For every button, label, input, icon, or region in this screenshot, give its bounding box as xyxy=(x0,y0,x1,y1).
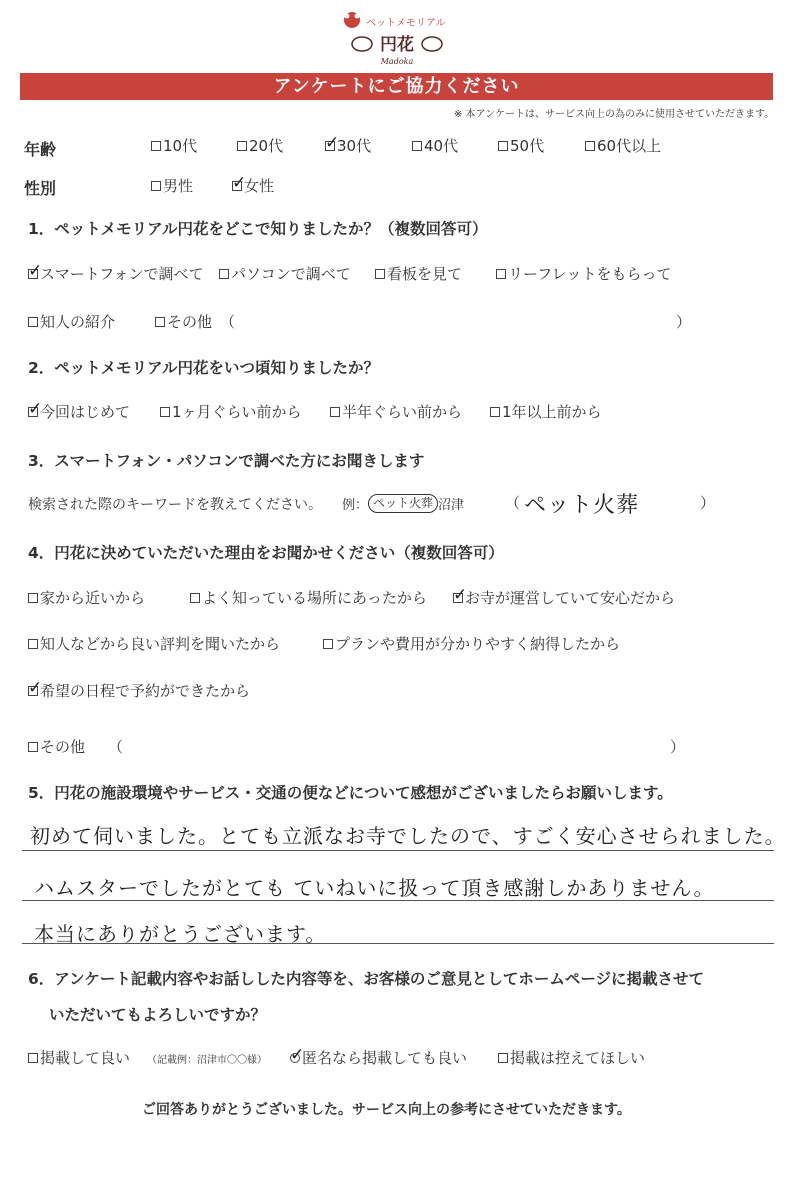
logo-name: 円花 xyxy=(380,35,414,55)
q6-option[interactable]: 掲載して良い xyxy=(28,1047,130,1068)
q2-option[interactable]: ✓ 今回はじめて xyxy=(28,398,131,421)
question-3-title: 3．スマートフォン・パソコンで調べた方にお聞きします xyxy=(28,452,425,470)
checkbox[interactable] xyxy=(160,407,170,417)
q4-other-open: （ xyxy=(108,738,124,756)
q2-option[interactable]: 半年ぐらい前から xyxy=(330,401,462,422)
question-1-title: 1．ペットメモリアル円花をどこで知りましたか？（複数回答可） xyxy=(28,220,488,238)
gender-label: 性別 xyxy=(24,179,57,198)
check-mark-icon: ✓ xyxy=(28,260,43,281)
q4-option[interactable]: よく知っている場所にあったから xyxy=(190,587,427,608)
q3-example: 例： ペット火葬 沼津 xyxy=(342,496,465,513)
checkbox[interactable] xyxy=(412,141,422,151)
q4-option[interactable]: その他 xyxy=(28,736,85,757)
checkbox[interactable] xyxy=(28,398,43,419)
checkbox[interactable] xyxy=(151,181,161,191)
checkbox[interactable] xyxy=(232,172,247,193)
checkbox[interactable] xyxy=(28,742,38,752)
check-mark-icon: ✓ xyxy=(453,584,468,605)
age-option[interactable]: 60代以上 xyxy=(585,135,661,156)
q6-option[interactable]: 掲載は控えてほしい xyxy=(498,1047,645,1068)
checkbox[interactable] xyxy=(330,407,340,417)
checkbox[interactable] xyxy=(496,269,506,279)
checkbox[interactable] xyxy=(28,1053,38,1063)
logo-sub: Madoka xyxy=(380,57,414,66)
checkbox[interactable] xyxy=(290,1044,305,1065)
checkbox[interactable] xyxy=(453,584,468,605)
checkbox[interactable] xyxy=(325,132,340,153)
q5-answer-line[interactable]: ハムスターでしたがとても ていねいに扱って頂き感謝しかありません。 xyxy=(34,876,715,900)
q4-option[interactable]: 知人などから良い評判を聞いたから xyxy=(28,633,280,654)
question-4-title: 4．円花に決めていただいた理由をお聞かせください（複数回答可） xyxy=(28,544,504,562)
example-keyword: ペット火葬 xyxy=(368,494,438,513)
age-option[interactable]: 10代 xyxy=(151,135,197,156)
logo-top-text: ペットメモリアル xyxy=(366,18,446,29)
question-6-title: 6．アンケート記載内容やお話しした内容等を、お客様のご意見としてホームページに掲載させて xyxy=(28,970,705,988)
checkbox[interactable] xyxy=(498,141,508,151)
check-mark-icon: ✓ xyxy=(232,172,247,193)
q5-answer-line[interactable]: 初めて伺いました。とても立派なお寺でしたので、すごく安心させられました。 xyxy=(30,824,786,848)
checkbox[interactable] xyxy=(498,1053,508,1063)
checkbox[interactable] xyxy=(219,269,229,279)
q4-option[interactable]: 家から近いから xyxy=(28,587,145,608)
checkbox[interactable] xyxy=(151,141,161,151)
checkbox[interactable] xyxy=(28,317,38,327)
q1-other-close: ） xyxy=(676,313,692,331)
thank-you-footer: ご回答ありがとうございました。サービス向上の参考にさせていただきます。 xyxy=(142,1102,631,1118)
answer-rule xyxy=(22,900,774,901)
checkbox[interactable] xyxy=(585,141,595,151)
q1-option[interactable]: 看板を見て xyxy=(375,263,462,284)
q3-handwritten-answer[interactable]: ペット火葬 xyxy=(524,493,640,518)
q1-option[interactable]: パソコンで調べて xyxy=(219,263,351,284)
checkbox[interactable] xyxy=(190,593,200,603)
q1-option[interactable]: 知人の紹介 xyxy=(28,311,115,332)
checkbox[interactable] xyxy=(28,260,43,281)
checkbox[interactable] xyxy=(375,269,385,279)
q4-option[interactable]: ✓ お寺が運営していて安心だから xyxy=(453,584,676,607)
q6-example-note: （記載例：沼津市〇〇様） xyxy=(147,1055,267,1066)
age-option[interactable]: 40代 xyxy=(412,135,458,156)
q1-other-open: （ xyxy=(220,313,236,331)
q1-option[interactable]: その他 xyxy=(155,311,212,332)
q1-option[interactable]: ✓ スマートフォンで調べて xyxy=(28,260,204,283)
checkbox[interactable] xyxy=(28,593,38,603)
q3-open-paren: （ xyxy=(505,494,521,512)
checkbox[interactable] xyxy=(237,141,247,151)
age-option[interactable]: 50代 xyxy=(498,135,544,156)
check-mark-icon: ✓ xyxy=(290,1044,305,1065)
checkbox[interactable] xyxy=(490,407,500,417)
check-mark-icon: ✓ xyxy=(28,677,43,698)
question-6-title-2: いただいてもよろしいですか？ xyxy=(49,1006,267,1024)
q2-option[interactable]: 1年以上前から xyxy=(490,401,602,422)
q3-prompt: 検索された際のキーワードを教えてください。 xyxy=(28,497,322,513)
age-option[interactable]: ✓ 30代 xyxy=(325,132,372,155)
question-2-title: 2．ペットメモリアル円花をいつ頃知りましたか？ xyxy=(28,359,380,377)
checkbox[interactable] xyxy=(323,639,333,649)
q4-option[interactable]: プランや費用が分かりやすく納得したから xyxy=(323,633,620,654)
q1-option[interactable]: リーフレットをもらって xyxy=(496,263,672,284)
checkbox[interactable] xyxy=(155,317,165,327)
survey-banner: アンケートにご協力ください xyxy=(20,73,773,100)
gender-option[interactable]: 男性 xyxy=(151,175,193,196)
madoka-logo xyxy=(338,6,456,72)
answer-rule xyxy=(22,943,774,944)
q4-option[interactable]: ✓ 希望の日程で予約ができたから xyxy=(28,677,251,700)
q5-answer-line[interactable]: 本当にありがとうございます。 xyxy=(34,922,327,946)
q3-close-paren: ） xyxy=(700,494,716,512)
question-5-title: 5．円花の施設環境やサービス・交通の便などについて感想がございましたらお願いします。 xyxy=(28,784,673,802)
answer-rule xyxy=(22,850,774,851)
checkbox[interactable] xyxy=(28,677,43,698)
checkbox[interactable] xyxy=(28,639,38,649)
usage-note: ※ 本アンケートは、サービス向上の為のみに使用させていただきます。 xyxy=(454,109,775,120)
q2-option[interactable]: 1ヶ月ぐらい前から xyxy=(160,401,302,422)
check-mark-icon: ✓ xyxy=(28,398,43,419)
age-label: 年齢 xyxy=(24,140,57,159)
age-option[interactable]: 20代 xyxy=(237,135,283,156)
q6-option[interactable]: ✓ 匿名なら掲載しても良い xyxy=(290,1044,468,1067)
gender-option[interactable]: ✓ 女性 xyxy=(232,172,275,195)
check-mark-icon: ✓ xyxy=(325,132,340,153)
q4-other-close: ） xyxy=(670,738,686,756)
